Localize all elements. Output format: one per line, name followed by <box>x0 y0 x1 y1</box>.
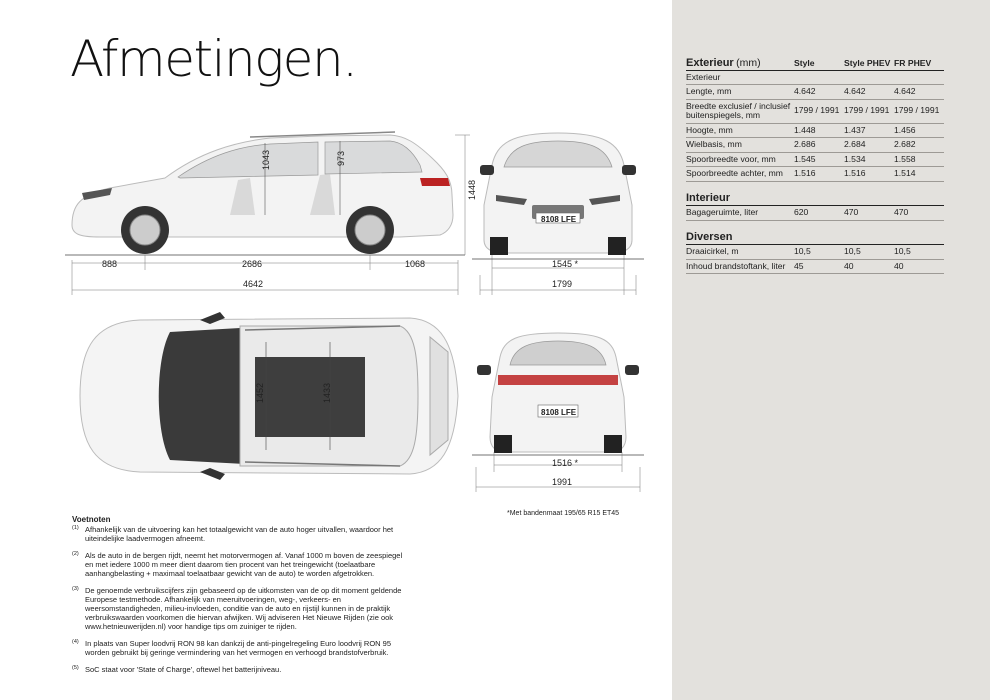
dim-wheelbase: 2686 <box>242 259 263 269</box>
spec-value <box>794 70 844 85</box>
spec-row <box>686 245 944 260</box>
spec-row <box>686 167 944 182</box>
spec-value <box>844 70 894 85</box>
dim-width-front-interior: 1452 <box>255 382 265 403</box>
spec-value: 2.682 <box>894 138 944 153</box>
dim-rear-overhang: 1068 <box>405 259 426 269</box>
footnote-number: (1) <box>72 525 79 531</box>
footnote-number: (2) <box>72 551 79 557</box>
exterior-title: Exterieur <box>686 57 734 69</box>
spec-value: 45 <box>794 259 844 274</box>
spec-value: 1799 / 1991 <box>794 99 844 123</box>
spec-value: 4.642 <box>894 85 944 100</box>
dim-track-front: 1545 * <box>552 259 579 269</box>
spec-value: 40 <box>844 259 894 274</box>
interior-section-header <box>686 181 944 206</box>
rear-plate: 8108 LFE <box>541 408 577 417</box>
spec-label: Draaicirkel, m <box>686 245 794 260</box>
dim-front-overhang: 888 <box>102 259 118 269</box>
footnote-text: SoC staat voor 'State of Charge', oftewel het batterijniveau. <box>85 665 282 674</box>
spec-value: 10,5 <box>844 245 894 260</box>
dim-overall-height: 1448 <box>467 179 477 200</box>
spec-label: Breedte exclusief / inclusief buitenspiegels, mm <box>686 99 794 123</box>
front-view-diagram <box>472 125 644 295</box>
spec-value: 1.514 <box>894 167 944 182</box>
dim-width: 1799 <box>552 279 573 289</box>
dim-overall-length: 4642 <box>243 279 264 289</box>
footnote-item <box>72 586 412 631</box>
interior-title: Interieur <box>686 191 731 204</box>
spec-label: Lengte, mm <box>686 85 794 100</box>
spec-value: 1.448 <box>794 123 844 138</box>
spec-row <box>686 259 944 274</box>
specs-table <box>686 57 944 274</box>
exterior-unit: (mm) <box>736 57 761 69</box>
diverse-section-header <box>686 220 944 245</box>
tyre-note: *Met bandenmaat 195/65 R15 ET45 <box>507 510 620 517</box>
footnote-text: Afhankelijk van de uitvoering kan het totaalgewicht van de auto hoger uitvallen, waardoor het uiteindelijke laadvermogen afneemt. <box>85 525 394 543</box>
dim-width-rear-interior: 1433 <box>322 382 332 403</box>
footnote-item <box>72 665 412 674</box>
footnote-number: (4) <box>72 639 79 645</box>
spec-value: 1.516 <box>794 167 844 182</box>
specs-header-row <box>686 57 944 70</box>
spec-value: 2.684 <box>844 138 894 153</box>
spec-value: 1.534 <box>844 152 894 167</box>
spec-value: 1.516 <box>844 167 894 182</box>
side-view-diagram <box>60 120 470 300</box>
spec-label: Spoorbreedte voor, mm <box>686 152 794 167</box>
page-title: Afmetingen. <box>70 30 357 88</box>
col-header-fr-phev: FR PHEV <box>894 57 944 70</box>
top-view-diagram <box>70 312 465 480</box>
spec-row <box>686 99 944 123</box>
spec-value: 4.642 <box>794 85 844 100</box>
footnote-item <box>72 525 412 543</box>
spec-row <box>686 70 944 85</box>
spec-row <box>686 152 944 167</box>
dim-height-front: 1043 <box>261 149 271 170</box>
spec-value: 1799 / 1991 <box>844 99 894 123</box>
dim-height-rear: 973 <box>336 150 346 166</box>
footnote-text: Als de auto in de bergen rijdt, neemt het motorvermogen af. Vanaf 1000 m boven de zeespiegel en met iedere 1000 m meer dient daarom tien procent van het treingewicht (toelaatbare aanhangbelasting + maximaal toelaatbaar gewicht van de auto) te worden afgetrokken. <box>85 551 403 578</box>
footnotes <box>72 515 412 674</box>
footnote-number: (3) <box>72 586 79 592</box>
spec-value: 470 <box>844 206 894 221</box>
front-plate: 8108 LFE <box>541 215 577 224</box>
spec-label: Inhoud brandstoftank, liter <box>686 259 794 274</box>
footnote-text: De genoemde verbruikscijfers zijn gebaseerd op de uitkomsten van de op dit moment geldende Europese testmethode. Afhankelijk van meeruitvoeringen, weg-, verkeers- en weersomstandigheden, milieu-invloeden, conditie van de auto en rijstijl kunnen in de praktijk verbruikswaarden voorkomen die hiervan afwijken. Wij adviseren Het Nieuwe Rijden (zie ook www.hetnieuwerijden.nl) voor handige tips om zuiniger te rijden. <box>85 586 402 631</box>
spec-value: 620 <box>794 206 844 221</box>
spec-row <box>686 123 944 138</box>
dim-width-mirrors: 1991 <box>552 477 573 487</box>
spec-label: Wielbasis, mm <box>686 138 794 153</box>
spec-label: Hoogte, mm <box>686 123 794 138</box>
spec-label: Exterieur <box>686 70 794 85</box>
spec-value: 4.642 <box>844 85 894 100</box>
spec-row <box>686 85 944 100</box>
spec-label: Bagageruimte, liter <box>686 206 794 221</box>
col-header-style: Style <box>794 57 844 70</box>
dim-track-rear: 1516 * <box>552 458 579 468</box>
spec-value: 1799 / 1991 <box>894 99 944 123</box>
spec-row <box>686 206 944 221</box>
footnote-number: (5) <box>72 665 79 671</box>
spec-value <box>894 70 944 85</box>
footnote-text: In plaats van Super loodvrij RON 98 kan dankzij de anti-pingelregeling Euro loodvrij RON 95 worden gebruikt bij geringe vermindering van het vermogen en verhoogd brandstofverbruik. <box>85 639 391 657</box>
spec-value: 10,5 <box>894 245 944 260</box>
spec-label: Spoorbreedte achter, mm <box>686 167 794 182</box>
spec-value: 40 <box>894 259 944 274</box>
spec-value: 2.686 <box>794 138 844 153</box>
footnote-item <box>72 639 412 657</box>
spec-value: 470 <box>894 206 944 221</box>
spec-value: 1.558 <box>894 152 944 167</box>
col-header-style-phev: Style PHEV <box>844 57 894 70</box>
diverse-title: Diversen <box>686 230 733 243</box>
spec-value: 1.545 <box>794 152 844 167</box>
footnotes-title: Voetnoten <box>72 515 111 524</box>
spec-value: 10,5 <box>794 245 844 260</box>
spec-value: 1.437 <box>844 123 894 138</box>
spec-row <box>686 138 944 153</box>
spec-value: 1.456 <box>894 123 944 138</box>
footnote-item <box>72 551 412 578</box>
